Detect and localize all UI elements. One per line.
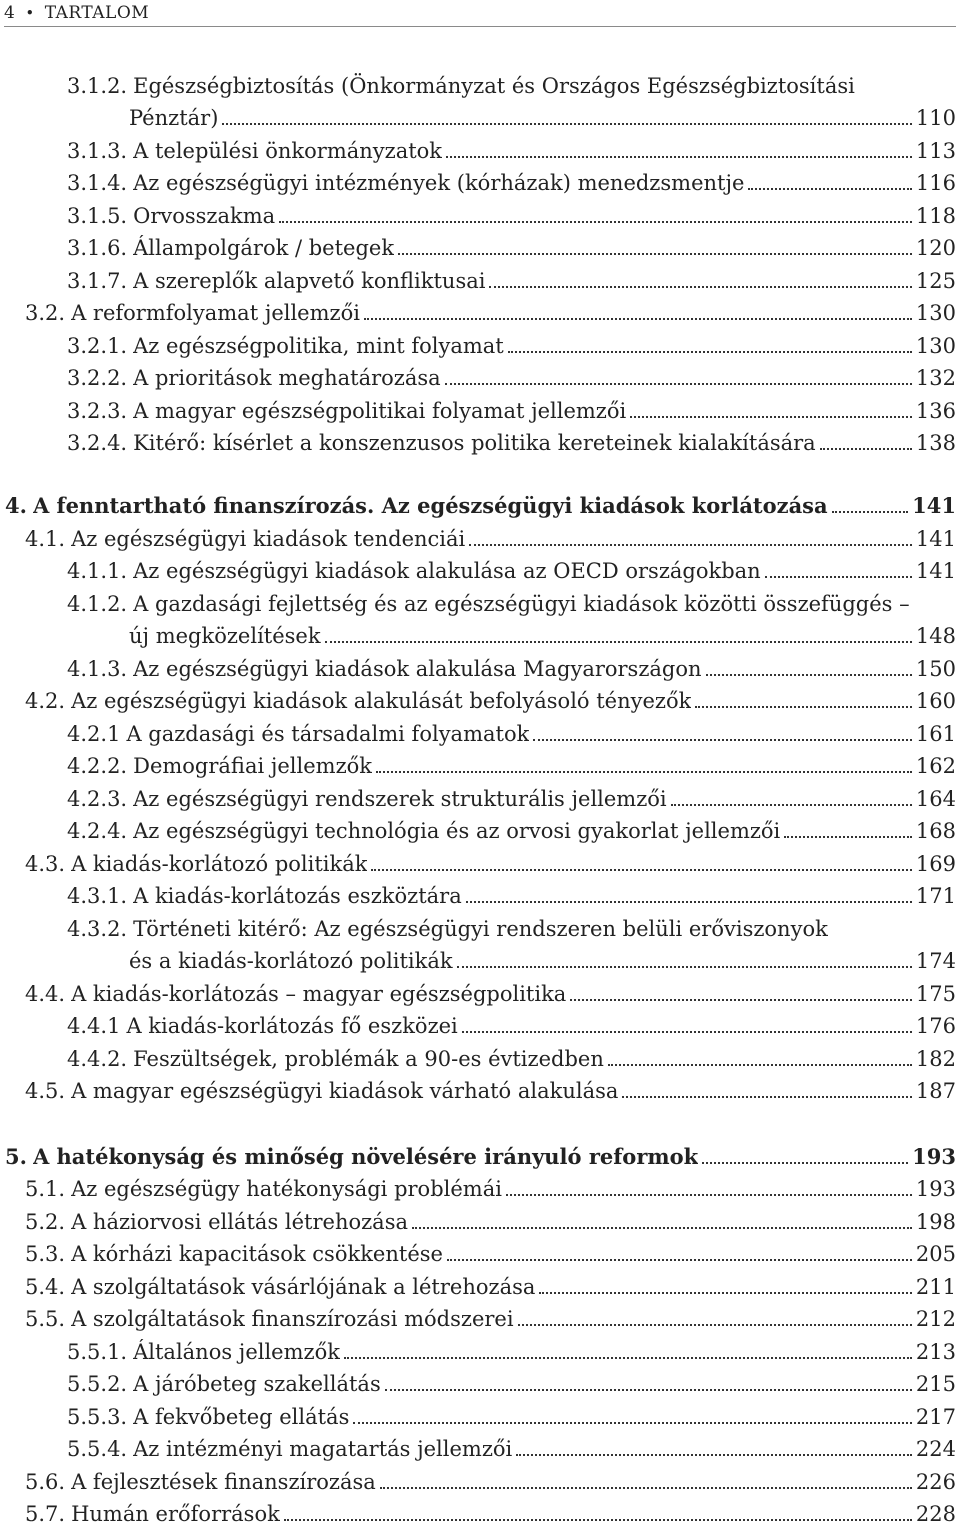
- toc-entry-page: 193: [915, 1177, 956, 1201]
- dot-leader: [284, 1518, 912, 1521]
- toc-entry-title: A kiadás-korlátozás fő eszközei: [126, 1014, 458, 1038]
- toc-entry: [67, 137, 956, 165]
- toc-entry: [25, 1468, 956, 1496]
- toc-entry: [67, 785, 956, 813]
- toc-entry-page: 118: [915, 204, 956, 228]
- toc-entry-title: A fenntartható finanszírozás. Az egészségügyi kiadások korlátozása: [32, 493, 828, 518]
- toc-entry-page: 217: [915, 1405, 956, 1429]
- dot-leader: [506, 1193, 912, 1196]
- dot-leader: [784, 835, 912, 838]
- toc-entry-number: 3.2.2.: [67, 366, 128, 390]
- toc-entry: [129, 947, 956, 975]
- toc-entry-page: 161: [915, 722, 956, 746]
- toc-entry-page: 176: [915, 1014, 956, 1038]
- toc-entry: [67, 1435, 956, 1463]
- toc-entry-number: 3.1.4.: [67, 171, 128, 195]
- toc-entry: [25, 980, 956, 1008]
- dot-leader: [765, 575, 912, 578]
- toc-entry-page: 141: [915, 527, 956, 551]
- toc-entry-title: Humán erőforrások: [71, 1502, 280, 1526]
- toc-entry-page: 141: [915, 559, 956, 583]
- toc-entry-page: 228: [915, 1502, 956, 1526]
- toc-entry-number: 4.1.3.: [67, 657, 128, 681]
- toc-entry-number: 5.1.: [25, 1177, 66, 1201]
- dot-leader: [622, 1095, 911, 1098]
- toc-entry-page: 130: [915, 301, 956, 325]
- dot-leader: [222, 122, 912, 125]
- toc-entry-number: 5.5.4.: [67, 1437, 128, 1461]
- toc-entry-page: 110: [915, 106, 956, 130]
- dot-leader: [447, 1258, 912, 1261]
- toc-entry-title: Egészségbiztosítás (Önkormányzat és Országos Egészségbiztosítási: [133, 74, 855, 98]
- toc-entry: [67, 397, 956, 425]
- toc-entry: [25, 1305, 956, 1333]
- dot-leader: [748, 187, 912, 190]
- toc-entry-number: 5.5.3.: [67, 1405, 128, 1429]
- toc-entry-page: 215: [915, 1372, 956, 1396]
- toc-entry: [25, 525, 956, 553]
- toc-entry-title: Demográfiai jellemzők: [133, 754, 372, 778]
- dot-leader: [279, 220, 912, 223]
- toc-entry-page: 169: [915, 852, 956, 876]
- dot-leader: [469, 543, 912, 546]
- toc-entry: [67, 720, 956, 748]
- dot-leader: [380, 1486, 912, 1489]
- toc-entry-number: 3.2.1.: [67, 334, 128, 358]
- toc-entry-number: 4.1.2.: [67, 592, 128, 616]
- toc-entry: [67, 364, 956, 392]
- toc-entry-number: 4.5.: [25, 1079, 66, 1103]
- dot-leader: [353, 1421, 912, 1424]
- toc-entry: [67, 234, 956, 262]
- toc-entry-page: 212: [915, 1307, 956, 1331]
- dot-leader: [539, 1291, 912, 1294]
- toc-entry-title: A fejlesztések finanszírozása: [71, 1470, 376, 1494]
- toc-entry-title: A járóbeteg szakellátás: [133, 1372, 381, 1396]
- dot-leader: [457, 965, 912, 968]
- toc-entry: [67, 1012, 956, 1040]
- toc-entry-title: A magyar egészségpolitikai folyamat jellemzői: [133, 399, 627, 423]
- toc-entry-page: 138: [915, 431, 956, 455]
- toc-entry: [67, 429, 956, 457]
- toc-entry-page: 125: [915, 269, 956, 293]
- toc-entry-page: 205: [915, 1242, 956, 1266]
- toc-entry-page: 198: [915, 1210, 956, 1234]
- toc-entry: [67, 915, 956, 943]
- toc-entry-title: A gazdasági fejlettség és az egészségügyi kiadások közötti összefüggés –: [133, 592, 910, 616]
- toc-entry-title: A hatékonyság és minőség növelésére irányuló reformok: [32, 1144, 699, 1169]
- toc-entry-title: A kiadás-korlátozás eszköztára: [133, 884, 462, 908]
- toc-entry: [67, 752, 956, 780]
- toc-entry-title: Pénztár): [129, 106, 219, 130]
- toc-entry-number: 4.3.: [25, 852, 66, 876]
- toc-entry-title: Az egészségügyi intézmények (kórházak) menedzsmentje: [133, 171, 745, 195]
- toc-entry-title: Történeti kitérő: Az egészségügyi rendszeren belüli erőviszonyok: [133, 917, 828, 941]
- toc-entry-title: Kitérő: kísérlet a konszenzusos politika kereteinek kialakítására: [133, 431, 816, 455]
- toc-entry-number: 4.2.1: [67, 722, 121, 746]
- toc-entry-title: Állampolgárok / betegek: [133, 236, 395, 260]
- toc-entry-page: 150: [915, 657, 956, 681]
- toc-entry: [67, 72, 956, 100]
- toc-entry-title: A magyar egészségügyi kiadások várható alakulása: [71, 1079, 619, 1103]
- dot-leader: [398, 252, 912, 255]
- toc-entry: [25, 850, 956, 878]
- toc-entry-page: 148: [915, 624, 956, 648]
- toc-entry-number: 3.1.5.: [67, 204, 128, 228]
- dot-leader: [466, 900, 912, 903]
- toc-entry-number: 4.: [5, 493, 27, 518]
- toc-entry-title: A fekvőbeteg ellátás: [133, 1405, 350, 1429]
- toc-entry-number: 5.5.: [25, 1307, 66, 1331]
- toc-entry-number: 4.1.1.: [67, 559, 128, 583]
- toc-entry-title: A gazdasági és társadalmi folyamatok: [126, 722, 530, 746]
- section-title: TARTALOM: [44, 3, 150, 23]
- running-header: [4, 0, 956, 27]
- toc-entry-title: A háziorvosi ellátás létrehozása: [71, 1210, 408, 1234]
- toc-entry-page: 175: [915, 982, 956, 1006]
- dot-leader: [706, 673, 912, 676]
- toc-entry: [67, 1370, 956, 1398]
- toc-entry: [67, 817, 956, 845]
- toc-entry-number: 5.6.: [25, 1470, 66, 1494]
- toc-entry-title: A kiadás-korlátozó politikák: [71, 852, 368, 876]
- toc-entry-title: A reformfolyamat jellemzői: [71, 301, 360, 325]
- toc-entry-number: 4.4.: [25, 982, 66, 1006]
- dot-leader: [462, 1030, 912, 1033]
- toc-entry-number: 4.4.1: [67, 1014, 121, 1038]
- toc-entry-title: Orvosszakma: [133, 204, 276, 228]
- toc-entry-page: 141: [912, 493, 956, 518]
- toc-entry-number: 3.2.3.: [67, 399, 128, 423]
- toc-entry: [67, 882, 956, 910]
- toc-entry: [67, 169, 956, 197]
- dot-leader: [518, 1323, 912, 1326]
- toc-entry-page: 136: [915, 399, 956, 423]
- toc-entry: [25, 1240, 956, 1268]
- toc-entry: [67, 557, 956, 585]
- toc-entry-page: 182: [915, 1047, 956, 1071]
- toc-entry-page: 162: [915, 754, 956, 778]
- toc-entry-title: Az egészségpolitika, mint folyamat: [133, 334, 504, 358]
- toc-entry-page: 160: [915, 689, 956, 713]
- dot-leader: [508, 350, 912, 353]
- dot-leader: [445, 382, 912, 385]
- dot-leader: [570, 998, 912, 1001]
- dot-leader: [820, 447, 912, 450]
- toc-entry-page: 171: [915, 884, 956, 908]
- toc-entry: [67, 1403, 956, 1431]
- dot-leader: [533, 738, 912, 741]
- toc-entry: [129, 104, 956, 132]
- toc-entry-page: 224: [915, 1437, 956, 1461]
- toc-entry: [25, 1077, 956, 1105]
- toc-entry: [5, 1143, 956, 1171]
- toc-entry: [25, 299, 956, 327]
- toc-entry: [25, 1175, 956, 1203]
- toc-entry-title: Az egészségügy hatékonysági problémái: [71, 1177, 502, 1201]
- toc-entry-number: 3.2.: [25, 301, 66, 325]
- toc-entry-title: Az egészségügyi technológia és az orvosi gyakorlat jellemzői: [133, 819, 781, 843]
- toc-entry-number: 3.2.4.: [67, 431, 128, 455]
- toc-entry-title: Az egészségügyi kiadások alakulása az OECD országokban: [133, 559, 761, 583]
- toc-entry: [67, 1338, 956, 1366]
- toc-entry-number: 4.2.4.: [67, 819, 128, 843]
- toc-entry: [25, 1500, 956, 1528]
- toc-entry: [25, 1273, 956, 1301]
- toc-entry-number: 5.5.1.: [67, 1340, 128, 1364]
- toc-entry-title: A kórházi kapacitások csökkentése: [71, 1242, 443, 1266]
- toc-entry: [67, 1045, 956, 1073]
- dot-leader: [376, 770, 912, 773]
- dot-leader: [364, 317, 912, 320]
- toc-entry-number: 5.7.: [25, 1502, 66, 1526]
- toc-entry-page: 132: [915, 366, 956, 390]
- toc-entry: [25, 1208, 956, 1236]
- page-number: 4: [4, 3, 16, 23]
- toc-entry: [67, 267, 956, 295]
- dot-leader: [630, 415, 912, 418]
- toc-entry-title: Az egészségügyi kiadások alakulását befolyásoló tényezők: [71, 689, 692, 713]
- toc-entry-title: A szolgáltatások finanszírozási módszerei: [71, 1307, 514, 1331]
- toc-entry-title: és a kiadás-korlátozó politikák: [129, 949, 453, 973]
- dot-leader: [695, 705, 912, 708]
- toc-entry-title: új megközelítések: [129, 624, 321, 648]
- toc-entry-title: Általános jellemzők: [133, 1340, 340, 1364]
- dot-leader: [702, 1161, 908, 1164]
- toc-entry: [25, 687, 956, 715]
- toc-entry: [67, 202, 956, 230]
- toc-entry-number: 4.4.2.: [67, 1047, 128, 1071]
- toc-entry-number: 3.1.2.: [67, 74, 128, 98]
- toc-entry-number: 4.2.: [25, 689, 66, 713]
- bullet-icon: •: [25, 4, 35, 22]
- toc-entry-page: 168: [915, 819, 956, 843]
- toc-entry-number: 5.4.: [25, 1275, 66, 1299]
- toc-entry: [67, 590, 956, 618]
- toc-entry: [67, 655, 956, 683]
- dot-leader: [344, 1356, 912, 1359]
- toc-entry: [5, 492, 956, 520]
- dot-leader: [412, 1226, 912, 1229]
- toc-entry-title: A kiadás-korlátozás – magyar egészségpolitika: [71, 982, 567, 1006]
- toc-entry-page: 130: [915, 334, 956, 358]
- toc-entry-title: Az egészségügyi kiadások alakulása Magyarországon: [133, 657, 702, 681]
- toc-entry-number: 5.5.2.: [67, 1372, 128, 1396]
- dot-leader: [489, 285, 911, 288]
- toc-entry-number: 5.: [5, 1144, 27, 1169]
- dot-leader: [516, 1453, 912, 1456]
- dot-leader: [325, 640, 912, 643]
- toc-entry-number: 3.1.3.: [67, 139, 128, 163]
- toc-entry-number: 4.1.: [25, 527, 66, 551]
- toc-entry-page: 193: [912, 1144, 956, 1169]
- dot-leader: [608, 1063, 912, 1066]
- dot-leader: [832, 510, 909, 513]
- toc-entry-title: Az egészségügyi kiadások tendenciái: [71, 527, 466, 551]
- toc-entry-title: Az intézményi magatartás jellemzői: [133, 1437, 513, 1461]
- dot-leader: [385, 1388, 912, 1391]
- toc-entry-title: A prioritások meghatározása: [133, 366, 441, 390]
- toc-entry-title: A szereplők alapvető konfliktusai: [133, 269, 486, 293]
- toc-entry-page: 113: [915, 139, 956, 163]
- toc-entry-title: A települési önkormányzatok: [133, 139, 443, 163]
- toc-entry-title: Az egészségügyi rendszerek strukturális jellemzői: [133, 787, 667, 811]
- toc-entry-page: 187: [915, 1079, 956, 1103]
- dot-leader: [371, 868, 911, 871]
- toc-entry: [129, 622, 956, 650]
- dot-leader: [446, 155, 912, 158]
- toc-entry-title: A szolgáltatások vásárlójának a létrehozása: [71, 1275, 536, 1299]
- toc-entry-page: 164: [915, 787, 956, 811]
- dot-leader: [671, 803, 912, 806]
- toc-entry-number: 4.3.2.: [67, 917, 128, 941]
- toc-entry-page: 211: [915, 1275, 956, 1299]
- toc-entry-number: 4.2.3.: [67, 787, 128, 811]
- toc-entry-page: 116: [915, 171, 956, 195]
- toc-entry: [67, 332, 956, 360]
- toc-entry-title: Feszültségek, problémák a 90-es évtizedben: [133, 1047, 604, 1071]
- toc-entry-number: 4.2.2.: [67, 754, 128, 778]
- toc-entry-page: 120: [915, 236, 956, 260]
- toc-entry-number: 3.1.6.: [67, 236, 128, 260]
- toc-entry-number: 5.2.: [25, 1210, 66, 1234]
- toc-entry-number: 5.3.: [25, 1242, 66, 1266]
- toc-entry-number: 4.3.1.: [67, 884, 128, 908]
- toc-entry-page: 226: [915, 1470, 956, 1494]
- toc-entry-page: 174: [915, 949, 956, 973]
- toc-entry-page: 213: [915, 1340, 956, 1364]
- toc-entry-number: 3.1.7.: [67, 269, 128, 293]
